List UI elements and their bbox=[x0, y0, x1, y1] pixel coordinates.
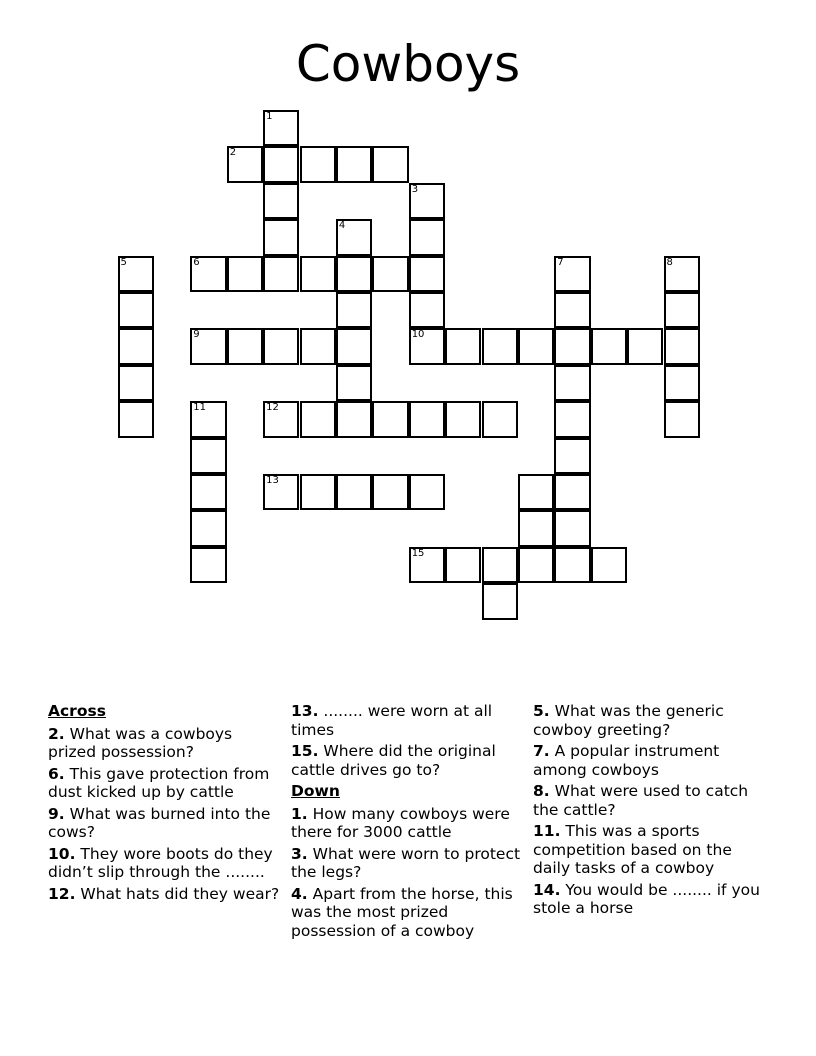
grid-cell[interactable] bbox=[409, 219, 445, 255]
grid-cell[interactable] bbox=[227, 256, 263, 292]
clue-text: A popular instrument among cowboys bbox=[533, 742, 720, 779]
clues-column-2 bbox=[291, 702, 527, 943]
clue-number: 12. bbox=[48, 884, 76, 903]
clue-number: 3. bbox=[291, 844, 308, 863]
grid-cell[interactable] bbox=[518, 328, 554, 364]
clue-number-label: 4 bbox=[338, 220, 346, 232]
clue-number-label: 15 bbox=[411, 547, 425, 559]
across-heading: Across bbox=[48, 702, 106, 720]
grid-cell[interactable] bbox=[664, 365, 700, 401]
grid-cell[interactable] bbox=[554, 474, 590, 510]
clue-text: ........ were worn at all times bbox=[291, 702, 493, 739]
grid-cell[interactable] bbox=[300, 146, 336, 182]
grid-cell[interactable] bbox=[263, 146, 299, 182]
clue-down-5 bbox=[533, 702, 769, 739]
clue-text: What was a cowboys prized possession? bbox=[48, 724, 233, 761]
clue-text: This was a sports competition based on the daily tasks of a cowboy bbox=[533, 822, 732, 877]
clue-number: 8. bbox=[533, 782, 550, 800]
grid-cell[interactable] bbox=[482, 547, 518, 583]
clue-text: This gave protection from dust kicked up by cattle bbox=[48, 764, 270, 801]
grid-cell[interactable] bbox=[227, 146, 263, 182]
clue-number-label: 8 bbox=[666, 256, 673, 268]
grid-cell[interactable] bbox=[445, 547, 481, 583]
grid-cell[interactable] bbox=[445, 401, 481, 437]
clue-number-label: 7 bbox=[557, 256, 564, 268]
grid-cell[interactable] bbox=[554, 365, 590, 401]
grid-cell[interactable] bbox=[554, 292, 590, 328]
grid-cell[interactable] bbox=[409, 183, 445, 219]
grid-cell[interactable] bbox=[300, 256, 336, 292]
grid-cell[interactable] bbox=[263, 110, 299, 146]
clue-number: 6. bbox=[48, 764, 65, 783]
grid-cell[interactable] bbox=[554, 510, 590, 546]
clue-text: Where did the original cattle drives go to? bbox=[291, 742, 496, 779]
clues-column-3 bbox=[533, 702, 769, 921]
grid-cell[interactable] bbox=[263, 219, 299, 255]
grid-cell[interactable] bbox=[263, 401, 299, 437]
clue-down-1 bbox=[291, 805, 527, 842]
clue-number: 2. bbox=[48, 724, 65, 743]
grid-cell[interactable] bbox=[409, 328, 445, 364]
grid-cell[interactable] bbox=[409, 256, 445, 292]
grid-cell[interactable] bbox=[482, 328, 518, 364]
clue-text: What hats did they wear? bbox=[80, 884, 280, 903]
grid-cell[interactable] bbox=[336, 365, 372, 401]
clue-number-label: 13 bbox=[266, 475, 279, 486]
grid-cell[interactable] bbox=[372, 256, 408, 292]
grid-cell[interactable] bbox=[664, 328, 700, 364]
grid-cell[interactable] bbox=[372, 401, 408, 437]
clue-number: 5. bbox=[533, 702, 550, 720]
clue-number-label: 2 bbox=[229, 147, 237, 159]
clue-across-13 bbox=[291, 702, 527, 739]
grid-cell[interactable] bbox=[372, 474, 408, 510]
grid-cell[interactable] bbox=[591, 328, 627, 364]
clue-number-label: 10 bbox=[411, 329, 425, 341]
grid-cell[interactable] bbox=[190, 256, 226, 292]
clue-across-9 bbox=[48, 805, 284, 842]
grid-cell[interactable] bbox=[554, 401, 590, 437]
grid-cell[interactable] bbox=[263, 328, 299, 364]
clue-number: 10. bbox=[48, 844, 76, 863]
clue-number: 1. bbox=[291, 804, 308, 823]
grid-cell[interactable] bbox=[664, 292, 700, 328]
clue-text: What was burned into the cows? bbox=[48, 804, 271, 841]
grid-cell[interactable] bbox=[300, 328, 336, 364]
clue-number: 13. bbox=[291, 702, 319, 720]
grid-cell[interactable] bbox=[118, 292, 154, 328]
grid-cell[interactable] bbox=[554, 547, 590, 583]
grid-cell[interactable] bbox=[554, 438, 590, 474]
clue-number: 14. bbox=[533, 880, 561, 899]
grid-cell[interactable] bbox=[300, 401, 336, 437]
clue-text: What were used to catch the cattle? bbox=[533, 782, 749, 819]
clue-down-14 bbox=[533, 881, 769, 918]
clue-number-label: 5 bbox=[120, 256, 127, 268]
clue-down-11 bbox=[533, 822, 769, 878]
grid-cell[interactable] bbox=[409, 292, 445, 328]
grid-cell[interactable] bbox=[300, 474, 336, 510]
grid-cell[interactable] bbox=[409, 547, 445, 583]
grid-cell[interactable] bbox=[227, 328, 263, 364]
grid-cell[interactable] bbox=[445, 328, 481, 364]
grid-cell[interactable] bbox=[409, 474, 445, 510]
clue-across-12 bbox=[48, 885, 284, 904]
clue-text: How many cowboys were there for 3000 cattle bbox=[291, 804, 510, 841]
grid-cell[interactable] bbox=[336, 328, 372, 364]
clue-number: 11. bbox=[533, 822, 561, 840]
clue-across-6 bbox=[48, 765, 284, 802]
clue-number: 9. bbox=[48, 804, 65, 823]
clue-across-10 bbox=[48, 845, 284, 882]
grid-cell[interactable] bbox=[664, 401, 700, 437]
grid-cell[interactable] bbox=[336, 401, 372, 437]
grid-cell[interactable] bbox=[336, 474, 372, 510]
grid-cell[interactable] bbox=[482, 583, 518, 619]
grid-cell[interactable] bbox=[263, 183, 299, 219]
grid-cell[interactable] bbox=[664, 256, 700, 292]
grid-cell[interactable] bbox=[190, 510, 226, 546]
grid-cell[interactable] bbox=[118, 256, 154, 292]
clue-text: You would be ........ if you stole a horse bbox=[533, 880, 760, 917]
grid-cell[interactable] bbox=[118, 328, 154, 364]
grid-cell[interactable] bbox=[336, 292, 372, 328]
clue-down-8 bbox=[533, 782, 769, 819]
grid-cell[interactable] bbox=[554, 328, 590, 364]
grid-cell[interactable] bbox=[372, 146, 408, 182]
grid-cell[interactable] bbox=[336, 219, 372, 255]
clue-number-label: 9 bbox=[193, 329, 200, 341]
grid-cell[interactable] bbox=[190, 401, 226, 437]
clue-text: What were worn to protect the legs? bbox=[291, 844, 521, 881]
grid-cell[interactable] bbox=[336, 146, 372, 182]
grid-cell[interactable] bbox=[118, 401, 154, 437]
grid-cell[interactable] bbox=[190, 547, 226, 583]
clue-number: 7. bbox=[533, 742, 550, 760]
grid-cell[interactable] bbox=[591, 547, 627, 583]
grid-cell[interactable] bbox=[190, 438, 226, 474]
clue-down-7 bbox=[533, 742, 769, 779]
clue-number-label: 6 bbox=[193, 256, 200, 268]
clue-across-15 bbox=[291, 742, 527, 779]
grid-cell[interactable] bbox=[118, 365, 154, 401]
down-heading: Down bbox=[291, 782, 340, 800]
clue-number-label: 3 bbox=[411, 183, 419, 195]
grid-cell[interactable] bbox=[263, 474, 299, 510]
clue-text: Apart from the horse, this was the most prized possession of a cowboy bbox=[291, 884, 513, 940]
clue-number: 15. bbox=[291, 742, 319, 760]
clues-column-1 bbox=[48, 702, 284, 906]
grid-cell[interactable] bbox=[518, 510, 554, 546]
clue-number-label: 12 bbox=[266, 402, 279, 414]
grid-cell[interactable] bbox=[554, 256, 590, 292]
grid-cell[interactable] bbox=[263, 256, 299, 292]
clue-text: What was the generic cowboy greeting? bbox=[533, 702, 724, 739]
grid-cell[interactable] bbox=[627, 328, 663, 364]
clue-text: They wore boots do they didn’t slip through the ........ bbox=[48, 844, 273, 881]
clue-number-label: 11 bbox=[193, 402, 207, 414]
clue-across-2 bbox=[48, 725, 284, 762]
clue-number: 4. bbox=[291, 884, 308, 903]
grid-cell[interactable] bbox=[336, 256, 372, 292]
grid-cell[interactable] bbox=[409, 401, 445, 437]
clue-number-label: 1 bbox=[266, 111, 273, 122]
grid-cell[interactable] bbox=[190, 474, 226, 510]
clue-down-3 bbox=[291, 845, 527, 882]
page-title: Cowboys bbox=[295, 35, 521, 93]
grid-cell[interactable] bbox=[190, 328, 226, 364]
grid-cell[interactable] bbox=[482, 401, 518, 437]
clue-down-4 bbox=[291, 885, 527, 941]
grid-cell[interactable] bbox=[518, 474, 554, 510]
grid-cell[interactable] bbox=[518, 547, 554, 583]
